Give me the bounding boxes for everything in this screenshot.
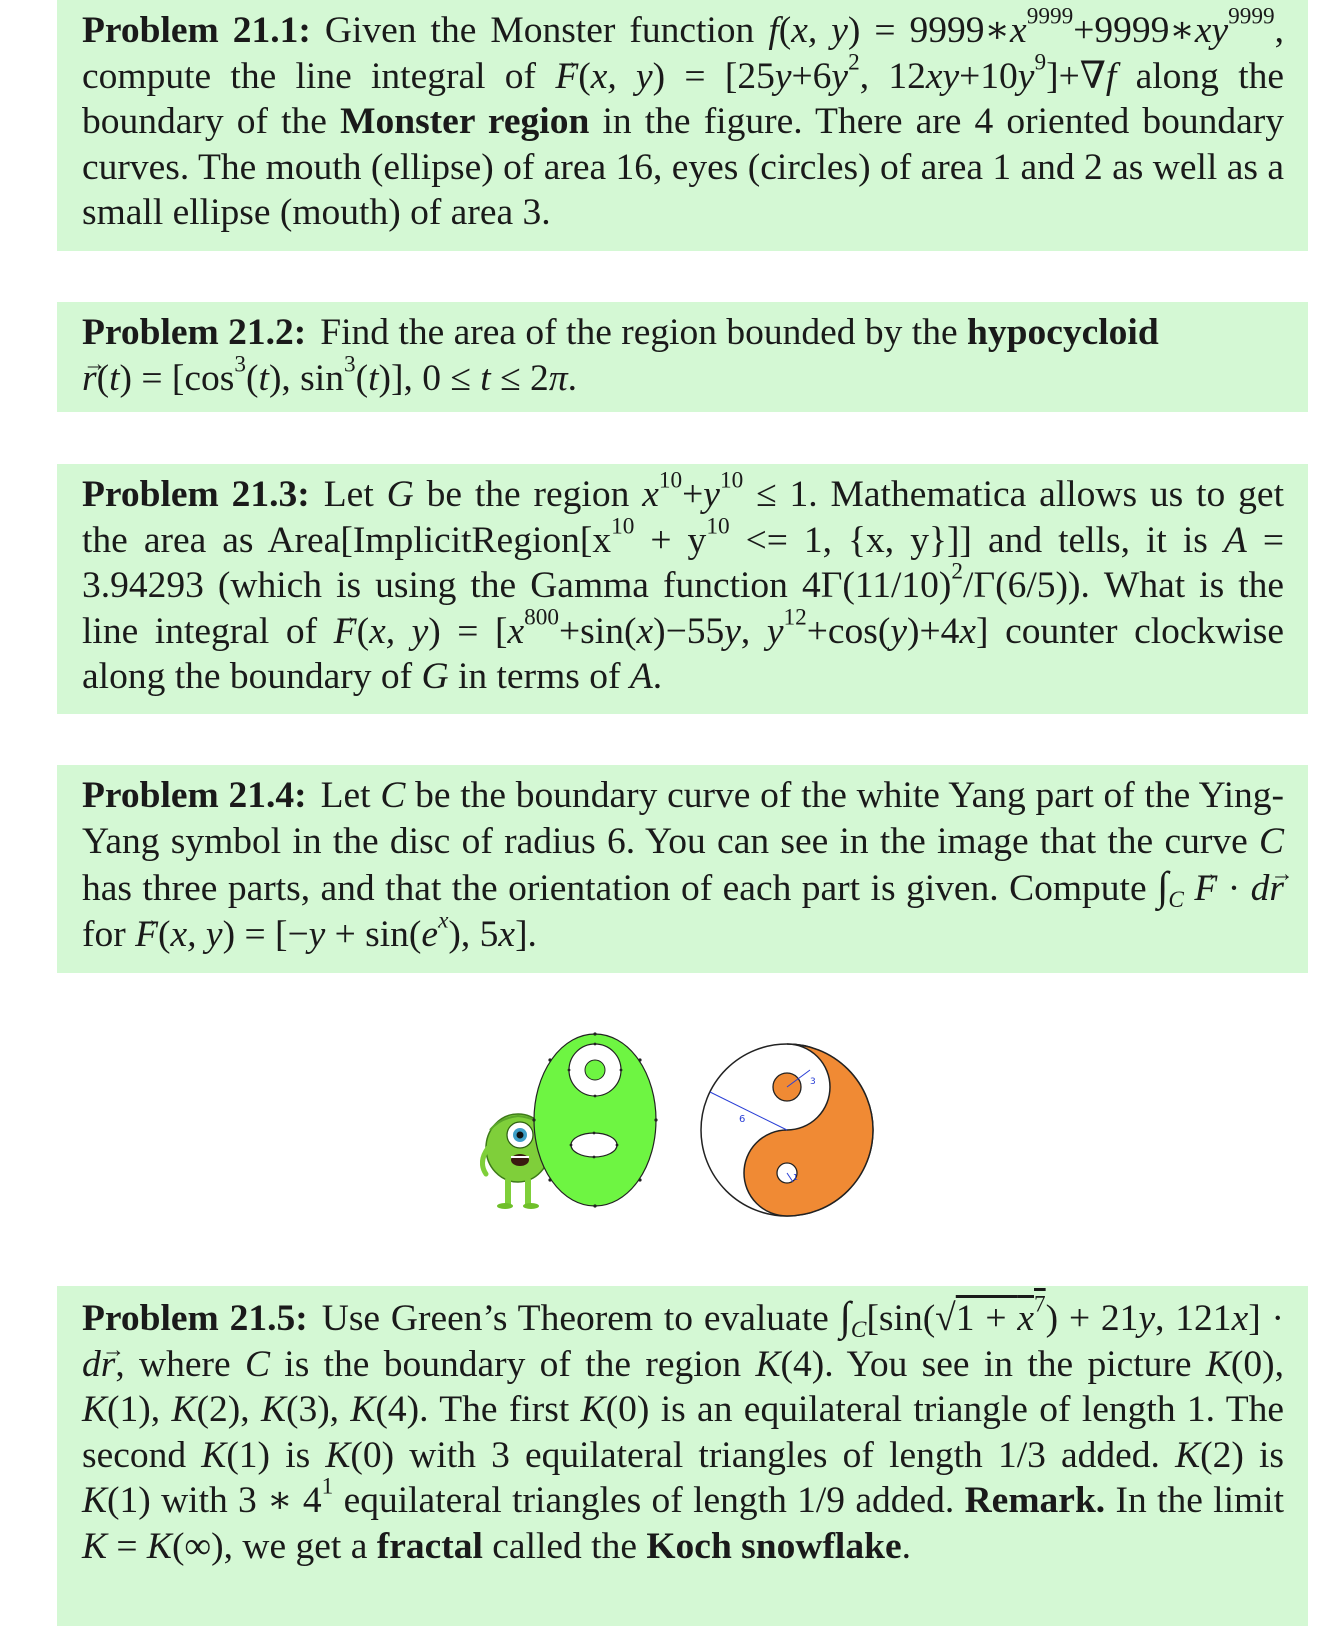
problem-title: Problem 21.4: xyxy=(82,775,307,816)
problem-21-5: Problem 21.5: Use Green’s Theorem to evaluate $\int_C[\sin(√1 + x^7) + 21y$, 121x] · d→ r, where C is the boundary of the region K(4). You see in the picture K(0), K(1), K(2), K(3), K(4). The first K(0) is an equilateral triangle of length 1. The second K(1) is K(0) with 3 equilateral triangles of length 1/3 added. K(2) is K(1) with 3 ∗ $4^1$ equilateral triangles of length 1/9 added. Remark. In the limit K = K(∞), we get a fractal called the Koch snowflake. xyxy=(57,1286,1308,1626)
problem-21-4: Problem 21.4: Let C be the boundary curve of the white Yang part of the Ying-Yang symbol in the disc of radius 6. You can see in the image that the curve C has three parts, and that the orientation of each part is given. Compute $\int_C \to F \cdot d\to r$ for → F(x, $y) = [-y + \sin(e^x)$, 5x]. xyxy=(57,765,1308,973)
problem-21-3: Problem 21.3: Let G be the region $x^{10}+y^{10} \le 1$. Mathematica allows us to get the area as $Area[ImplicitRegion[x^{10} + y^{10} <= 1$, {x, y}]] and tells, it is A = 3.94293 (which is using the Gamma function $4\Gamma(11/10)^2/\Gamma(6/5)$). What is the line integral of → F(x, $y) = [x^{800}+\sin(x)-55y$, $y^{12}+\cos(y)+4x$] counter clockwise along the boundary of G in terms of A. xyxy=(57,464,1308,714)
radius-label-3: 3 xyxy=(810,1077,816,1087)
radius-label-1: 1 xyxy=(793,1173,799,1182)
problem-title: Problem 21.1: xyxy=(82,10,311,51)
problem-21-1: Problem 21.1: Given the Monster function f(x, $y) = 9999∗x^{9999}+9999∗xy^{9999}$, compute the line integral of → F(x, $y) = [25y+6y^2$, $12xy+10y^9]+\nabla f$ along the boundary of the Monster region in the figure. There are 4 oriented boundary curves. The mouth (ellipse) of area 16, eyes (circles) of area 1 and 2 as well as a small ellipse (mouth) of area 3. xyxy=(57,0,1308,251)
problem-title: Problem 21.3: xyxy=(82,474,310,515)
problem-title: Problem 21.5: xyxy=(82,1298,308,1339)
problem-title: Problem 21.2: xyxy=(82,312,307,353)
monster-region-diagram xyxy=(532,1032,657,1207)
yin-yang-diagram xyxy=(701,1044,873,1216)
problem-21-2: Problem 21.2: Find the area of the region bounded by the hypocycloid → $r(t) = [\cos^3(t)$, $\sin^3(t)$], 0 ≤ t ≤ 2π. xyxy=(57,302,1308,412)
figures xyxy=(480,1030,920,1250)
radius-label-6: 6 xyxy=(739,1114,746,1125)
